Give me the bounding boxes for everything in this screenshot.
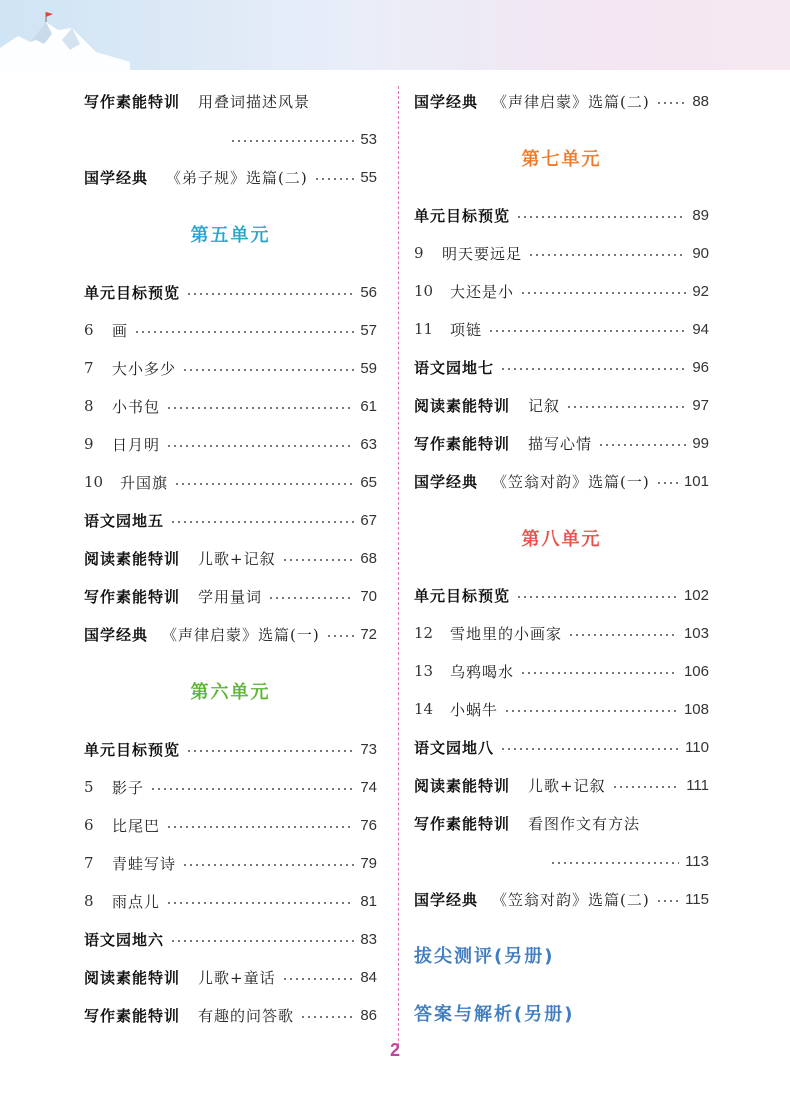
entry-subtitle: 儿歌+记叙 — [528, 776, 606, 795]
toc-entry[interactable] — [84, 165, 377, 189]
entry-title: 写作素能特训 — [414, 814, 511, 833]
entry-subtitle: 描写心情 — [528, 434, 593, 453]
entry-title: 画 — [112, 321, 129, 340]
entry-title: 国学经典 — [84, 625, 149, 644]
entry-title: 单元目标预览 — [84, 283, 181, 302]
page-number: 59 — [360, 359, 377, 377]
toc-entry[interactable] — [84, 432, 377, 456]
leader-dots — [282, 559, 355, 561]
page-number: 55 — [360, 168, 377, 186]
toc-entry[interactable] — [414, 89, 709, 113]
lesson-number: 14 — [414, 700, 434, 718]
entry-title: 国学经典 — [84, 168, 149, 187]
leader-dots — [656, 482, 678, 484]
entry-title: 乌鸦喝水 — [450, 662, 515, 681]
toc-entry[interactable] — [414, 241, 709, 265]
toc-entry[interactable] — [84, 89, 377, 113]
leader-dots — [166, 826, 354, 828]
entry-title: 雪地里的小画家 — [450, 624, 563, 643]
page-number: 65 — [360, 473, 377, 491]
leader-dots — [268, 597, 354, 599]
toc-entry[interactable] — [414, 659, 709, 683]
entry-subtitle: 《声律启蒙》选篇(一) — [162, 625, 320, 644]
entry-title: 国学经典 — [414, 472, 479, 491]
toc-entry[interactable] — [414, 393, 709, 417]
toc-entry[interactable] — [414, 887, 709, 911]
lesson-number: 5 — [84, 778, 94, 796]
toc-entry[interactable] — [414, 355, 709, 379]
entry-title: 大还是小 — [450, 282, 515, 301]
entry-subtitle: 儿歌+童话 — [198, 968, 276, 987]
entry-title: 比尾巴 — [112, 816, 161, 835]
toc-entry[interactable] — [414, 773, 709, 797]
unit-heading: 第七单元 — [521, 149, 602, 170]
leader-dots — [520, 292, 686, 294]
leader-dots — [566, 406, 686, 408]
lesson-number: 9 — [84, 435, 94, 453]
lesson-number: 12 — [414, 624, 434, 642]
entry-title: 大小多少 — [112, 359, 177, 378]
leader-dots — [598, 444, 686, 446]
lesson-number: 6 — [84, 816, 94, 834]
page-number: 72 — [360, 625, 377, 643]
page-number: 57 — [360, 321, 377, 339]
page-number: 90 — [692, 244, 709, 262]
toc-entry[interactable] — [84, 280, 377, 304]
page-number: 96 — [692, 358, 709, 376]
leader-dots — [656, 102, 687, 104]
page-footer-number: 2 — [389, 1040, 400, 1060]
toc-entry[interactable] — [84, 318, 377, 342]
leader-dots — [528, 254, 686, 256]
page-number: 81 — [360, 892, 377, 910]
entry-subtitle: 用叠词描述风景 — [198, 92, 311, 111]
toc-entry[interactable] — [414, 621, 709, 645]
page-number: 83 — [360, 930, 377, 948]
lesson-number: 13 — [414, 662, 434, 680]
entry-title: 语文园地五 — [84, 511, 165, 530]
leader-dots — [182, 369, 354, 371]
page-number: 88 — [692, 92, 709, 110]
page-number: 113 — [685, 852, 709, 870]
leader-dots — [656, 900, 679, 902]
leader-dots — [282, 978, 355, 980]
page-number: 115 — [685, 890, 709, 908]
leader-dots — [186, 293, 354, 295]
entry-title: 语文园地八 — [414, 738, 495, 757]
toc-entry[interactable] — [84, 965, 377, 989]
page-number: 56 — [360, 283, 377, 301]
lesson-number: 10 — [414, 282, 434, 300]
leader-dots — [314, 178, 355, 180]
entry-subtitle: 学用量词 — [198, 587, 263, 606]
entry-title: 写作素能特训 — [84, 1006, 181, 1025]
lesson-number: 8 — [84, 892, 94, 910]
leader-dots — [174, 483, 354, 485]
entry-title: 阅读素能特训 — [84, 968, 181, 987]
toc-entry[interactable] — [414, 317, 709, 341]
entry-title: 写作素能特训 — [414, 434, 511, 453]
page-number: 99 — [692, 434, 709, 452]
toc-entry[interactable] — [84, 813, 377, 837]
entry-title: 国学经典 — [414, 890, 479, 909]
entry-subtitle: 儿歌+记叙 — [198, 549, 276, 568]
leader-dots — [170, 521, 354, 523]
entry-title: 写作素能特训 — [84, 587, 181, 606]
toc-entry[interactable] — [84, 584, 377, 608]
entry-subtitle: 《笠翁对韵》选篇(一) — [492, 472, 650, 491]
entry-title: 阅读素能特训 — [84, 549, 181, 568]
page-number: 103 — [683, 624, 709, 642]
toc-entry[interactable] — [84, 851, 377, 875]
page-number: 73 — [360, 740, 377, 758]
entry-title: 小蜗牛 — [450, 700, 499, 719]
leader-dots — [186, 750, 354, 752]
toc-entry[interactable] — [84, 927, 377, 951]
entry-subtitle: 记叙 — [528, 396, 561, 415]
toc-entry[interactable] — [84, 1003, 377, 1027]
page-number: 70 — [360, 587, 377, 605]
leader-dots — [300, 1016, 354, 1018]
entry-title: 单元目标预览 — [414, 586, 511, 605]
toc-entry[interactable] — [414, 583, 709, 607]
lesson-number: 10 — [84, 473, 104, 491]
toc-entry[interactable] — [84, 394, 377, 418]
unit-heading: 第五单元 — [190, 225, 271, 246]
toc-entry[interactable] — [84, 889, 377, 913]
unit-heading: 第八单元 — [521, 529, 602, 550]
entry-subtitle: 《弟子规》选篇(二) — [166, 168, 308, 187]
leader-dots — [500, 368, 686, 370]
leader-dots — [520, 672, 678, 674]
column-divider — [398, 86, 399, 1046]
page-number: 101 — [683, 472, 709, 490]
entry-title: 日月明 — [112, 435, 161, 454]
entry-subtitle: 有趣的问答歌 — [198, 1006, 295, 1025]
page-number: 94 — [692, 320, 709, 338]
entry-subtitle: 《笠翁对韵》选篇(二) — [492, 890, 650, 909]
entry-title: 明天要远足 — [442, 244, 523, 263]
extra-section-title[interactable]: 答案与解析(另册) — [414, 1004, 575, 1025]
unit-heading: 第六单元 — [190, 682, 271, 703]
toc-entry[interactable] — [84, 737, 377, 761]
toc-entry[interactable] — [414, 203, 709, 227]
leader-dots — [166, 445, 354, 447]
entry-subtitle: 《声律启蒙》选篇(二) — [492, 92, 650, 111]
page-number: 74 — [360, 778, 377, 796]
toc-entry-continuation[interactable] — [84, 127, 377, 151]
page-number: 97 — [692, 396, 709, 414]
toc-entry[interactable] — [84, 470, 377, 494]
toc-entry[interactable] — [84, 356, 377, 380]
entry-title: 国学经典 — [414, 92, 479, 111]
toc-entry[interactable] — [84, 508, 377, 532]
leader-dots — [488, 330, 686, 332]
entry-subtitle: 看图作文有方法 — [528, 814, 641, 833]
toc-entry-continuation[interactable] — [414, 849, 709, 873]
page-number: 67 — [360, 511, 377, 529]
page-number: 61 — [360, 397, 377, 415]
page-number: 110 — [685, 738, 709, 756]
toc-entry[interactable] — [414, 735, 709, 759]
leader-dots — [504, 710, 678, 712]
lesson-number: 8 — [84, 397, 94, 415]
lesson-number: 9 — [414, 244, 424, 262]
snow-mountain-icon — [0, 0, 130, 70]
toc-entry[interactable] — [84, 775, 377, 799]
leader-dots — [500, 748, 679, 750]
page-number: 89 — [692, 206, 709, 224]
page-number: 102 — [683, 586, 709, 604]
entry-title: 雨点儿 — [112, 892, 161, 911]
page-number: 106 — [683, 662, 709, 680]
leader-dots — [612, 786, 681, 788]
leader-dots — [170, 940, 354, 942]
lesson-number: 7 — [84, 854, 94, 872]
page-number: 68 — [360, 549, 377, 567]
lesson-number: 11 — [414, 320, 434, 338]
toc-entry[interactable] — [84, 622, 377, 646]
entry-title: 项链 — [450, 320, 483, 339]
page-number: 86 — [360, 1006, 377, 1024]
leader-dots — [516, 596, 678, 598]
leader-dots — [550, 862, 679, 864]
leader-dots — [230, 140, 354, 142]
entry-title: 阅读素能特训 — [414, 776, 511, 795]
toc-entry[interactable] — [84, 546, 377, 570]
entry-title: 小书包 — [112, 397, 161, 416]
page-number: 76 — [360, 816, 377, 834]
leader-dots — [166, 902, 354, 904]
toc-entry[interactable] — [414, 697, 709, 721]
entry-title: 语文园地七 — [414, 358, 495, 377]
extra-section-title[interactable]: 拔尖测评(另册) — [414, 946, 555, 967]
leader-dots — [568, 634, 678, 636]
page-number: 108 — [683, 700, 709, 718]
leader-dots — [326, 635, 355, 637]
leader-dots — [182, 864, 354, 866]
toc-entry[interactable] — [414, 431, 709, 455]
entry-title: 影子 — [112, 778, 145, 797]
page-number: 63 — [360, 435, 377, 453]
toc-entry[interactable] — [414, 811, 709, 835]
leader-dots — [150, 788, 354, 790]
entry-title: 语文园地六 — [84, 930, 165, 949]
page-number: 92 — [692, 282, 709, 300]
leader-dots — [166, 407, 354, 409]
entry-title: 青蛙写诗 — [112, 854, 177, 873]
entry-title: 单元目标预览 — [84, 740, 181, 759]
entry-title: 单元目标预览 — [414, 206, 511, 225]
lesson-number: 6 — [84, 321, 94, 339]
leader-dots — [516, 216, 686, 218]
leader-dots — [134, 331, 354, 333]
toc-entry[interactable] — [414, 469, 709, 493]
page-number: 79 — [360, 854, 377, 872]
entry-title: 升国旗 — [120, 473, 169, 492]
page-number: 84 — [360, 968, 377, 986]
entry-title: 阅读素能特训 — [414, 396, 511, 415]
page-number: 111 — [686, 776, 709, 794]
entry-title: 写作素能特训 — [84, 92, 181, 111]
toc-entry[interactable] — [414, 279, 709, 303]
lesson-number: 7 — [84, 359, 94, 377]
page-number: 53 — [360, 130, 377, 148]
